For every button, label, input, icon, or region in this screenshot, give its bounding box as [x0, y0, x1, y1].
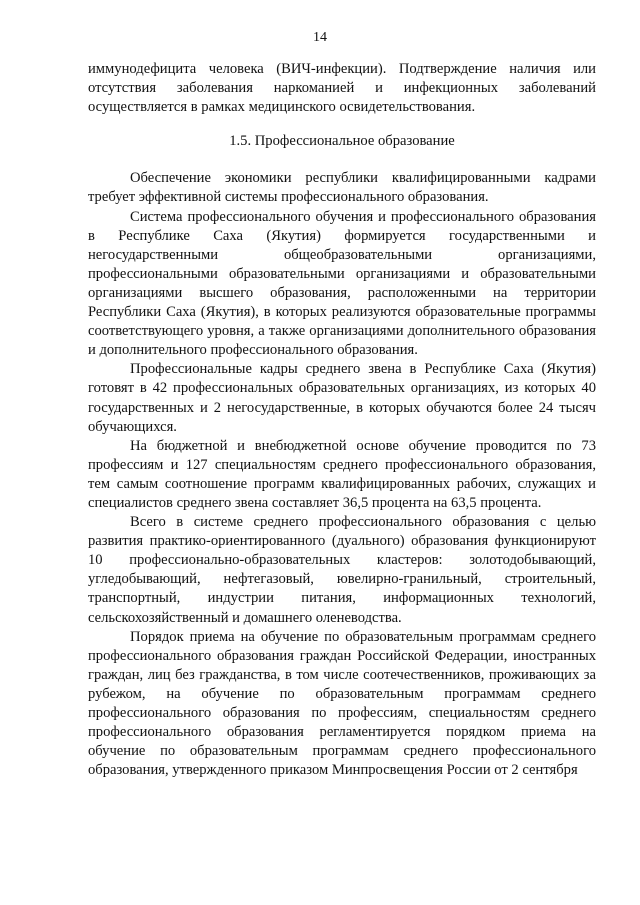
paragraph: Порядок приема на обучение по образовательным программам среднего профессионального образования граждан Российской Федерации, иностранных граждан, лиц без гражданства, в том числе соотечественников, проживающих за рубежом, на обучение по образовательным программам среднего профессионального образования по профессиям, специальностям среднего профессионального образования регламентируется порядком приема на обучение по образовательным программам среднего профессионального образования, утвержденного приказом Минпросвещения России от 2 сентября: [88, 628, 596, 779]
page-content: [88, 60, 596, 780]
section-heading: 1.5. Профессиональное образование: [229, 133, 455, 150]
paragraph-continuation: иммунодефицита человека (ВИЧ-инфекции). Подтверждение наличия или отсутствия заболевания наркоманией и инфекционных заболеваний осуществляется в рамках медицинского освидетельствования.: [88, 61, 596, 116]
paragraph: Система профессионального обучения и профессионального образования в Республике Саха (Якутия) формируется государственными и негосударственными общеобразовательными организациями, профессиональными образовательными организациями и образовательными организациями высшего образования, расположенными на территории Республики Саха (Якутия), в которых реализуются образовательные программы соответствующего уровня, а также организациями дополнительного образования и дополнительного профессионального образования.: [88, 208, 596, 359]
paragraph: На бюджетной и внебюджетной основе обучение проводится по 73 профессиям и 127 специальностям среднего профессионального образования, тем самым соотношение программ квалифицированных рабочих, служащих и специалистов среднего звена составляет 36,5 процента на 63,5 процента.: [88, 437, 596, 511]
paragraph: Профессиональные кадры среднего звена в Республике Саха (Якутия) готовят в 42 профессиональных образовательных организациях, из которых 40 государственных и 2 негосударственные, в которых обучаются более 24 тысяч обучающихся.: [88, 361, 596, 435]
paragraph: Обеспечение экономики республики квалифицированными кадрами требует эффективной системы профессионального образования.: [88, 170, 596, 206]
paragraph: Всего в системе среднего профессионального образования с целью развития практико-ориентированного (дуального) образования функционируют 10 профессионально-образовательных кластеров: золотодобывающий, угледобывающий, нефтегазовый, ювелирно-гранильный, строительный, транспортный, индустрии питания, информационных технологий, сельскохозяйственный и домашнего оленеводства.: [88, 514, 596, 626]
page-number: 14: [313, 30, 327, 45]
